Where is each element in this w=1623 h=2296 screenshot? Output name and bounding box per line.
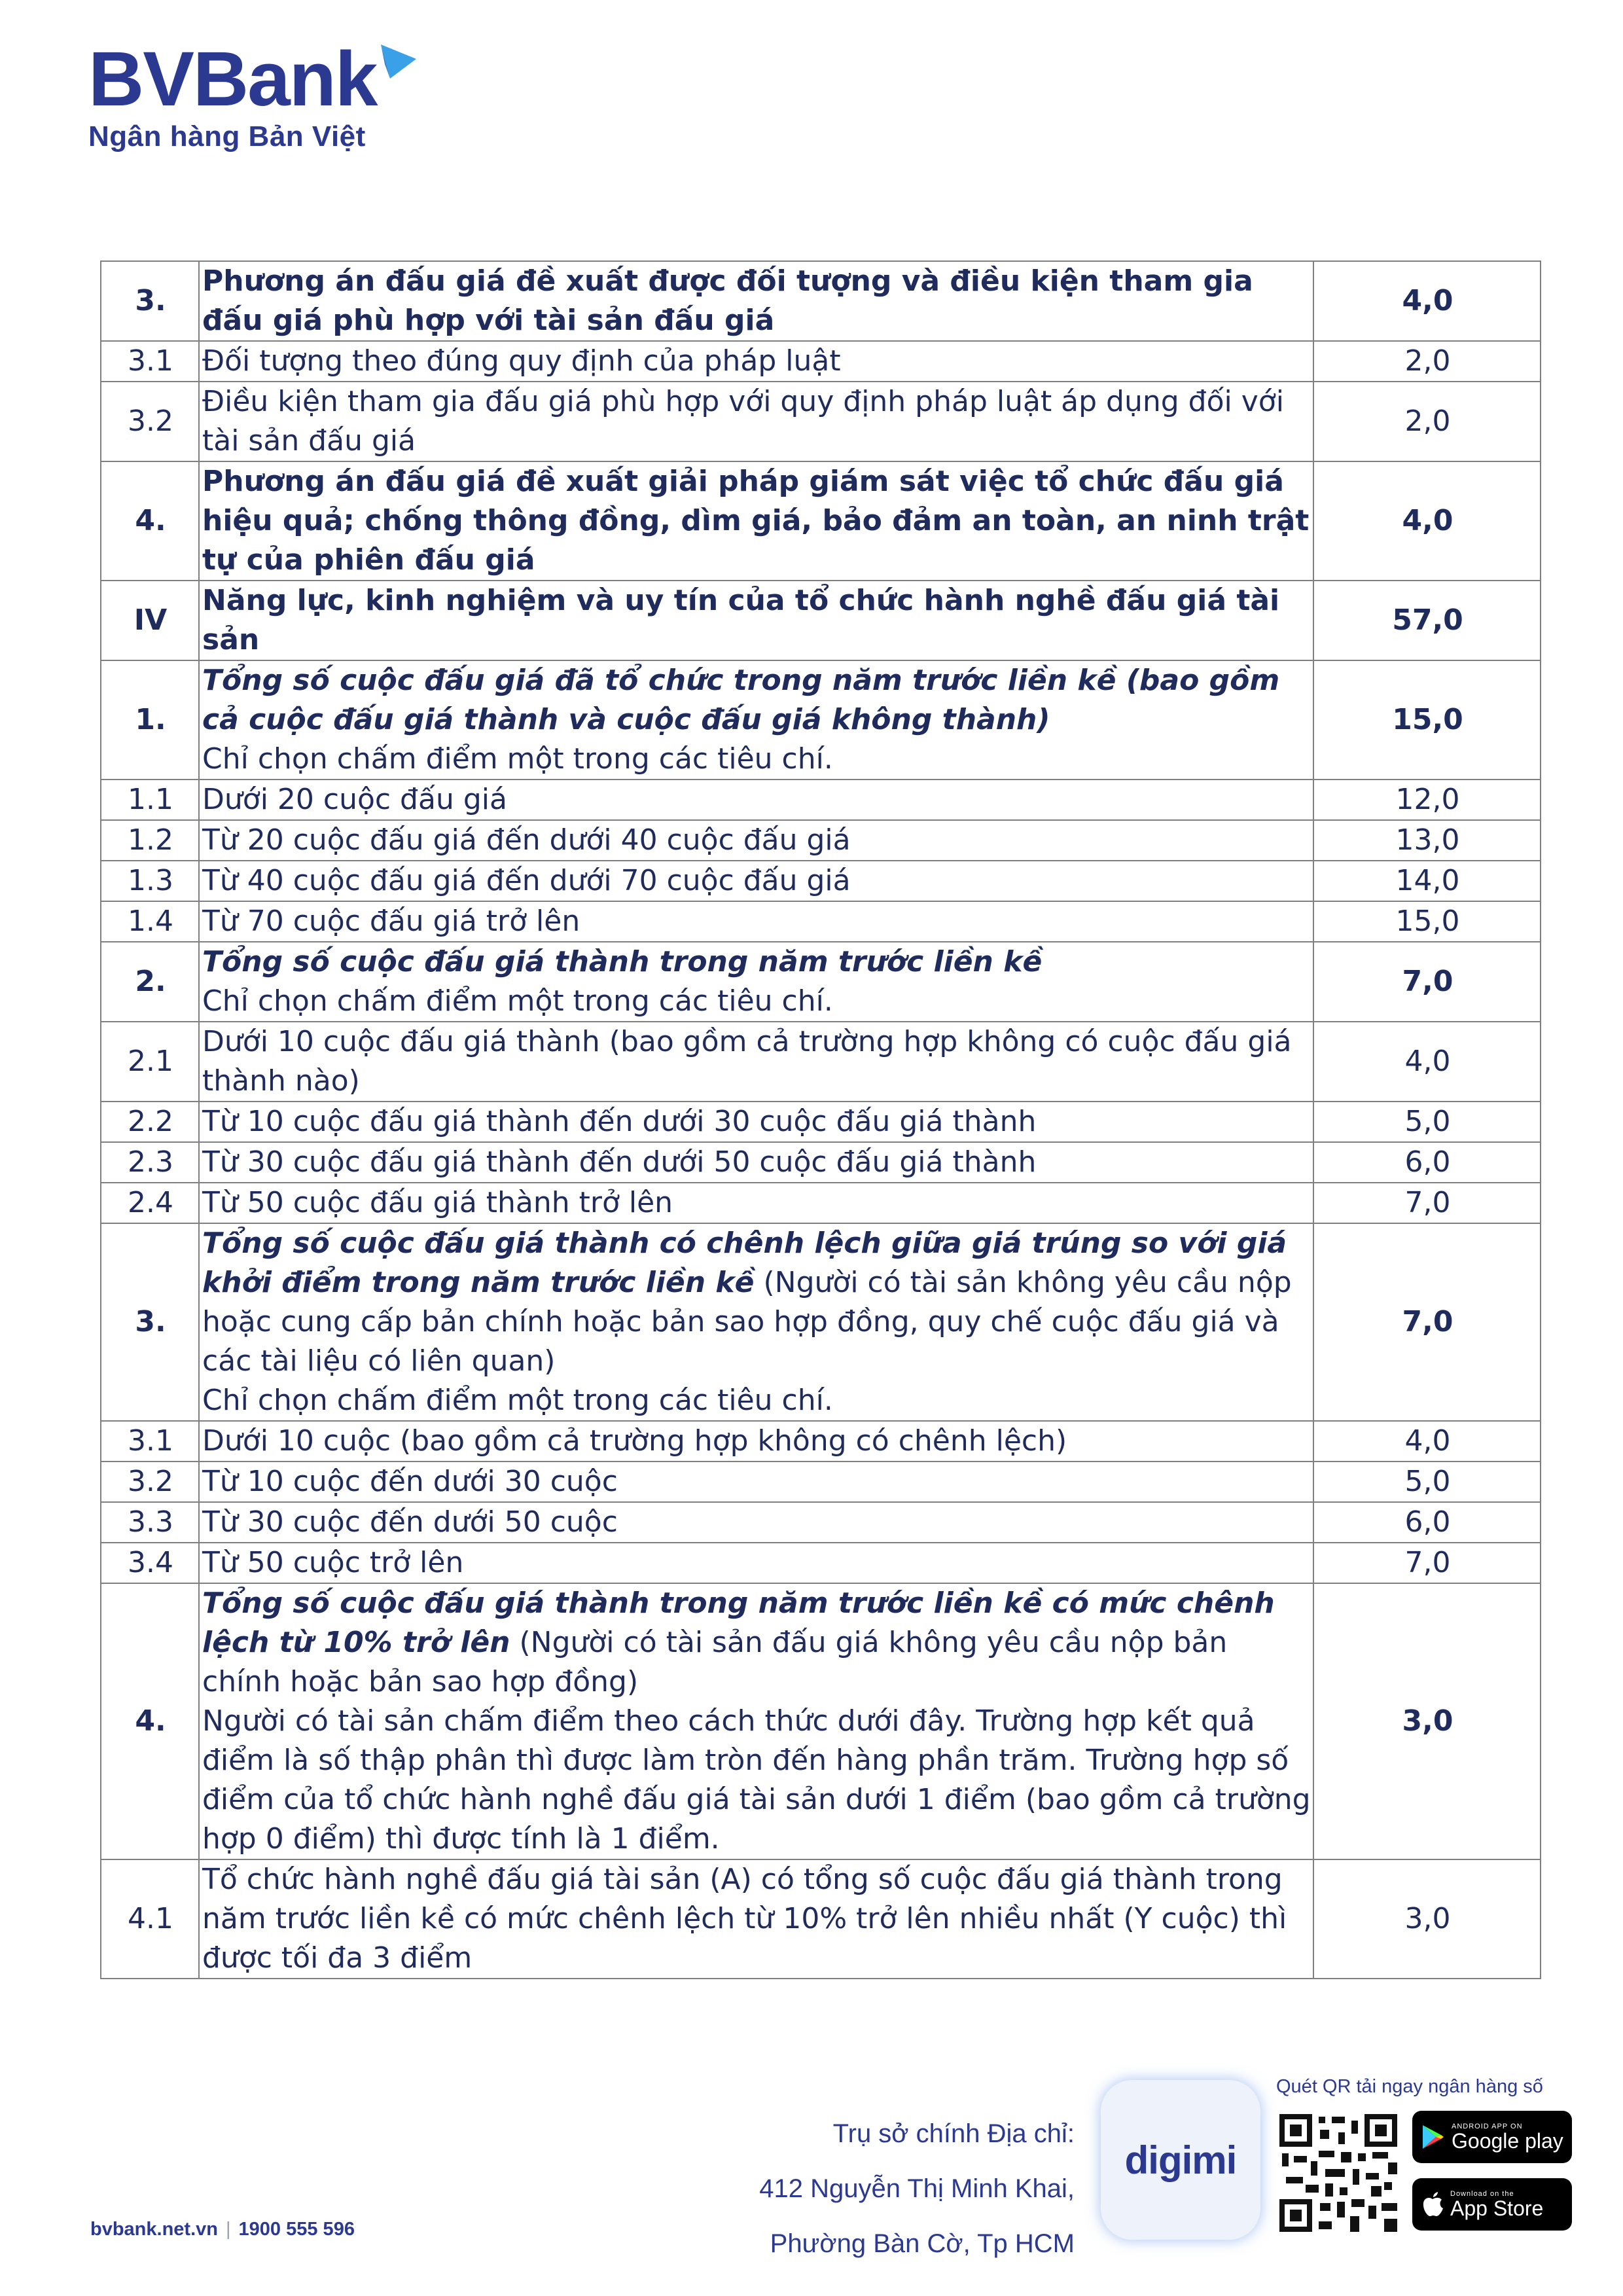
row-number: 3. <box>101 261 199 341</box>
head-office-address <box>759 2106 1075 2271</box>
row-number: 3.1 <box>101 341 199 382</box>
criterion-cell <box>199 660 1313 780</box>
criterion-text: Dưới 20 cuộc đấu giá <box>202 783 507 816</box>
criterion-cell <box>199 1502 1313 1543</box>
criterion-cell <box>199 1223 1313 1421</box>
criterion-cell <box>199 1142 1313 1183</box>
table-row <box>101 1142 1541 1183</box>
score-cell: 12,0 <box>1313 780 1541 820</box>
bvbank-logo <box>88 36 377 153</box>
table-row <box>101 660 1541 780</box>
row-number: 2.4 <box>101 1183 199 1223</box>
row-number: 1.2 <box>101 820 199 861</box>
table-row <box>101 382 1541 461</box>
table-row <box>101 1022 1541 1102</box>
score-cell: 7,0 <box>1313 1183 1541 1223</box>
google-play-text: Google play <box>1452 2128 1563 2153</box>
row-number: 2. <box>101 942 199 1022</box>
criterion-title: Tổng số cuộc đấu giá thành trong năm trước liền kề có mức chênh lệch từ 10% trở lên <box>202 1587 1275 1659</box>
table-row <box>101 1462 1541 1502</box>
criterion-text: Từ 30 cuộc đến dưới 50 cuộc <box>202 1505 618 1539</box>
criterion-title: Tổng số cuộc đấu giá thành có chênh lệch giữa giá trúng so với giá khởi điểm trong năm trước liền kề <box>202 1227 1287 1299</box>
criterion-note: Chỉ chọn chấm điểm một trong các tiêu chí. <box>202 984 833 1018</box>
score-cell: 15,0 <box>1313 660 1541 780</box>
website-link[interactable]: bvbank.net.vn <box>90 2219 218 2240</box>
criterion-text: Từ 30 cuộc đấu giá thành đến dưới 50 cuộc đấu giá thành <box>202 1145 1037 1179</box>
criterion-cell <box>199 1022 1313 1102</box>
criterion-title: Tổng số cuộc đấu giá thành trong năm trước liền kề <box>202 945 1043 978</box>
row-number: 4.1 <box>101 1859 199 1979</box>
qr-caption: Quét QR tải ngay ngân hàng số <box>1276 2076 1543 2097</box>
criterion-text: Từ 20 cuộc đấu giá đến dưới 40 cuộc đấu giá <box>202 823 851 857</box>
table-row <box>101 1583 1541 1859</box>
criterion-text: Từ 50 cuộc trở lên <box>202 1546 464 1579</box>
criterion-cell <box>199 382 1313 461</box>
table-row <box>101 1102 1541 1142</box>
table-row <box>101 1223 1541 1421</box>
logo-triangle-icon <box>378 45 418 81</box>
address-line-2: Phường Bàn Cờ, Tp HCM <box>770 2229 1075 2258</box>
criterion-text: Dưới 10 cuộc đấu giá thành (bao gồm cả trường hợp không có cuộc đấu giá thành nào) <box>202 1025 1292 1098</box>
row-number: 3.3 <box>101 1502 199 1543</box>
google-play-badge[interactable] <box>1412 2111 1572 2163</box>
table-row <box>101 942 1541 1022</box>
app-store-text: App Store <box>1450 2196 1544 2220</box>
criterion-cell <box>199 1859 1313 1979</box>
score-cell: 14,0 <box>1313 861 1541 901</box>
criterion-cell <box>199 1462 1313 1502</box>
google-play-icon <box>1421 2124 1445 2150</box>
score-cell: 5,0 <box>1313 1462 1541 1502</box>
criterion-cell <box>199 461 1313 581</box>
digimi-app-name: digimi <box>1124 2138 1237 2182</box>
address-line-1: 412 Nguyễn Thị Minh Khai, <box>759 2174 1075 2203</box>
score-cell: 15,0 <box>1313 901 1541 942</box>
table-row <box>101 581 1541 660</box>
criterion-cell <box>199 581 1313 660</box>
score-cell: 7,0 <box>1313 942 1541 1022</box>
criterion-cell <box>199 1583 1313 1859</box>
row-number: 1.1 <box>101 780 199 820</box>
score-cell: 7,0 <box>1313 1543 1541 1583</box>
score-cell: 2,0 <box>1313 341 1541 382</box>
criterion-note: Chỉ chọn chấm điểm một trong các tiêu chí. <box>202 1384 833 1417</box>
criterion-cell <box>199 780 1313 820</box>
row-number: 1. <box>101 660 199 780</box>
criterion-cell <box>199 942 1313 1022</box>
table-row <box>101 261 1541 341</box>
score-cell: 13,0 <box>1313 820 1541 861</box>
table-row <box>101 861 1541 901</box>
table-row <box>101 1502 1541 1543</box>
score-cell: 6,0 <box>1313 1502 1541 1543</box>
table-row <box>101 901 1541 942</box>
row-number: 4. <box>101 461 199 581</box>
criterion-text: Điều kiện tham gia đấu giá phù hợp với quy định pháp luật áp dụng đối với tài sản đấu giá <box>202 385 1284 457</box>
table-row <box>101 1183 1541 1223</box>
criterion-text: Dưới 10 cuộc (bao gồm cả trường hợp không có chênh lệch) <box>202 1424 1067 1458</box>
logo-tagline: Ngân hàng Bản Việt <box>88 120 366 152</box>
score-cell: 4,0 <box>1313 1022 1541 1102</box>
score-cell: 3,0 <box>1313 1859 1541 1979</box>
criterion-text: Từ 70 cuộc đấu giá trở lên <box>202 905 580 938</box>
criterion-text: (Người có tài sản đấu giá không yêu cầu nộp bản chính hoặc bản sao hợp đồng) <box>202 1626 1228 1698</box>
row-number: 3. <box>101 1223 199 1421</box>
row-number: 2.2 <box>101 1102 199 1142</box>
criterion-cell <box>199 901 1313 942</box>
criterion-cell <box>199 1183 1313 1223</box>
row-number: 2.1 <box>101 1022 199 1102</box>
score-cell: 4,0 <box>1313 461 1541 581</box>
row-number: 2.3 <box>101 1142 199 1183</box>
table-row <box>101 1421 1541 1462</box>
score-cell: 7,0 <box>1313 1223 1541 1421</box>
score-cell: 4,0 <box>1313 261 1541 341</box>
app-store-badge[interactable] <box>1412 2178 1572 2231</box>
criterion-note: Chỉ chọn chấm điểm một trong các tiêu chí. <box>202 742 833 776</box>
scoring-table <box>100 260 1541 1979</box>
address-heading: Trụ sở chính Địa chỉ: <box>832 2119 1075 2148</box>
table-row <box>101 820 1541 861</box>
criterion-text: Tổ chức hành nghề đấu giá tài sản (A) có tổng số cuộc đấu giá thành trong năm trước liền kề có mức chênh lệch từ 10% trở lên nhiều nhất (Y cuộc) thì được tối đa 3 điểm <box>202 1863 1287 1975</box>
row-number: 3.4 <box>101 1543 199 1583</box>
logo-wordmark: BVBank <box>88 36 377 122</box>
criterion-text: Đối tượng theo đúng quy định của pháp luật <box>202 344 841 378</box>
digimi-app-icon[interactable] <box>1101 2080 1260 2240</box>
row-number: 3.1 <box>101 1421 199 1462</box>
criterion-text: Từ 40 cuộc đấu giá đến dưới 70 cuộc đấu giá <box>202 864 851 897</box>
row-number: 4. <box>101 1583 199 1859</box>
table-row <box>101 1859 1541 1979</box>
criterion-cell <box>199 1421 1313 1462</box>
criterion-cell <box>199 861 1313 901</box>
qr-code-icon[interactable] <box>1279 2114 1397 2232</box>
row-number: 3.2 <box>101 1462 199 1502</box>
table-row <box>101 461 1541 581</box>
row-number: 1.3 <box>101 861 199 901</box>
score-cell: 5,0 <box>1313 1102 1541 1142</box>
criterion-text: Từ 10 cuộc đấu giá thành đến dưới 30 cuộc đấu giá thành <box>202 1105 1037 1138</box>
app-store-small-text: Download on the <box>1450 2189 1514 2198</box>
hotline-number[interactable]: 1900 555 596 <box>238 2219 355 2240</box>
table-row <box>101 341 1541 382</box>
score-cell: 57,0 <box>1313 581 1541 660</box>
apple-icon <box>1421 2191 1444 2217</box>
criterion-title: Phương án đấu giá đề xuất được đối tượng và điều kiện tham gia đấu giá phù hợp với tài sản đấu giá <box>202 264 1253 337</box>
scoring-table-body <box>101 261 1541 1979</box>
score-cell: 6,0 <box>1313 1142 1541 1183</box>
criterion-note: Người có tài sản chấm điểm theo cách thức dưới đây. Trường hợp kết quả điểm là số thập phân thì được làm tròn đến hàng phần trăm. Trường hợp số điểm của tổ chức hành nghề đấu giá tài sản dưới 1 điểm (bao gồm cả trường hợp 0 điểm) thì được tính là 1 điểm. <box>202 1704 1311 1856</box>
score-cell: 4,0 <box>1313 1421 1541 1462</box>
row-number: 1.4 <box>101 901 199 942</box>
score-cell: 3,0 <box>1313 1583 1541 1859</box>
criterion-cell <box>199 1102 1313 1142</box>
criterion-text: Từ 50 cuộc đấu giá thành trở lên <box>202 1186 673 1219</box>
table-row <box>101 1543 1541 1583</box>
row-number: 3.2 <box>101 382 199 461</box>
criterion-cell <box>199 820 1313 861</box>
footer-contact: bvbank.net.vn | 1900 555 596 <box>90 2219 355 2240</box>
criterion-text: (Người có tài sản không yêu cầu nộp hoặc cung cấp bản chính hoặc bản sao hợp đồng, quy chế cuộc đấu giá và các tài liệu có liên quan) <box>202 1266 1292 1378</box>
criterion-cell <box>199 341 1313 382</box>
criterion-cell <box>199 261 1313 341</box>
criterion-title: Năng lực, kinh nghiệm và uy tín của tổ chức hành nghề đấu giá tài sản <box>202 584 1280 656</box>
criterion-title: Tổng số cuộc đấu giá đã tổ chức trong năm trước liền kề (bao gồm cả cuộc đấu giá thành và cuộc đấu giá không thành) <box>202 664 1280 736</box>
criterion-cell <box>199 1543 1313 1583</box>
google-play-small-text: ANDROID APP ON <box>1452 2122 1523 2130</box>
criterion-text: Từ 10 cuộc đến dưới 30 cuộc <box>202 1465 618 1498</box>
row-number: IV <box>101 581 199 660</box>
criterion-title: Phương án đấu giá đề xuất giải pháp giám sát việc tổ chức đấu giá hiệu quả; chống thông đồng, dìm giá, bảo đảm an toàn, an ninh trật tự của phiên đấu giá <box>202 465 1310 577</box>
score-cell: 2,0 <box>1313 382 1541 461</box>
table-row <box>101 780 1541 820</box>
